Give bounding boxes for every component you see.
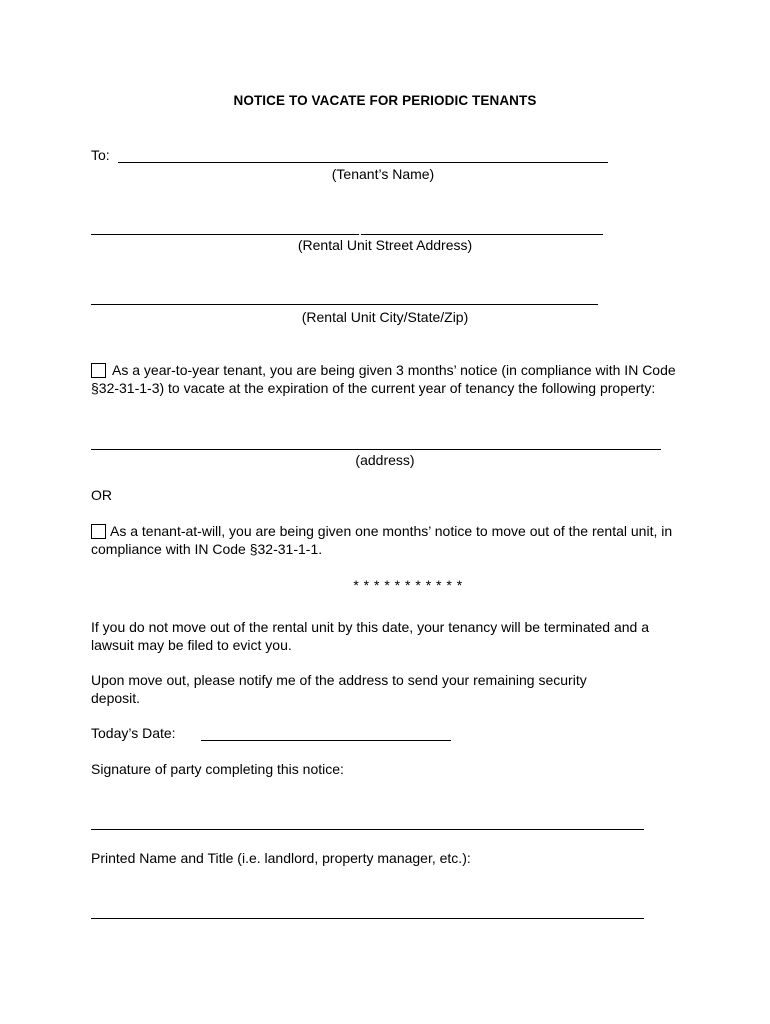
street-address-line-2[interactable] xyxy=(361,234,603,235)
signature-label: Signature of party completing this notice: xyxy=(91,761,344,777)
signature-line[interactable] xyxy=(91,829,644,830)
to-label: To: xyxy=(91,147,110,163)
document-title: NOTICE TO VACATE FOR PERIODIC TENANTS xyxy=(233,93,537,108)
street-address-line-1[interactable] xyxy=(91,234,359,235)
city-state-zip-line[interactable] xyxy=(91,304,598,305)
tenant-at-will-checkbox[interactable] xyxy=(91,524,106,539)
tenant-at-will-text: As a tenant-at-will, you are being given one months’ notice to move out of the rental unit, in compliance with IN Code §32-31-1-1. xyxy=(91,523,673,557)
year-to-year-text: As a year-to-year tenant, you are being given 3 months’ notice (in compliance with IN Code §32-31-1-3) to vacate at the expiration of the current year of tenancy the following property: xyxy=(91,362,676,396)
or-label: OR xyxy=(91,487,112,503)
property-address-line[interactable] xyxy=(91,449,661,450)
city-state-zip-caption: (Rental Unit City/State/Zip) xyxy=(301,309,469,325)
termination-warning: If you do not move out of the rental unit by this date, your tenancy will be terminated and a lawsuit may be filed to evict you. xyxy=(91,619,649,653)
todays-date-label: Today’s Date: xyxy=(91,725,176,741)
option-tenant-at-will xyxy=(91,522,681,558)
option-year-to-year xyxy=(91,361,676,397)
printed-name-line[interactable] xyxy=(91,918,644,919)
security-deposit-note: Upon move out, please notify me of the address to send your remaining security deposit. xyxy=(91,672,587,706)
todays-date-line[interactable] xyxy=(201,740,451,741)
tenant-name-caption: (Tenant’s Name) xyxy=(331,166,435,182)
property-address-caption: (address) xyxy=(355,452,415,468)
tenant-name-line[interactable] xyxy=(118,162,608,163)
separator-asterisks: * * * * * * * * * * * xyxy=(353,577,463,593)
printed-name-label: Printed Name and Title (i.e. landlord, property manager, etc.): xyxy=(91,850,471,866)
street-address-caption: (Rental Unit Street Address) xyxy=(297,237,473,253)
year-to-year-checkbox[interactable] xyxy=(91,363,106,378)
